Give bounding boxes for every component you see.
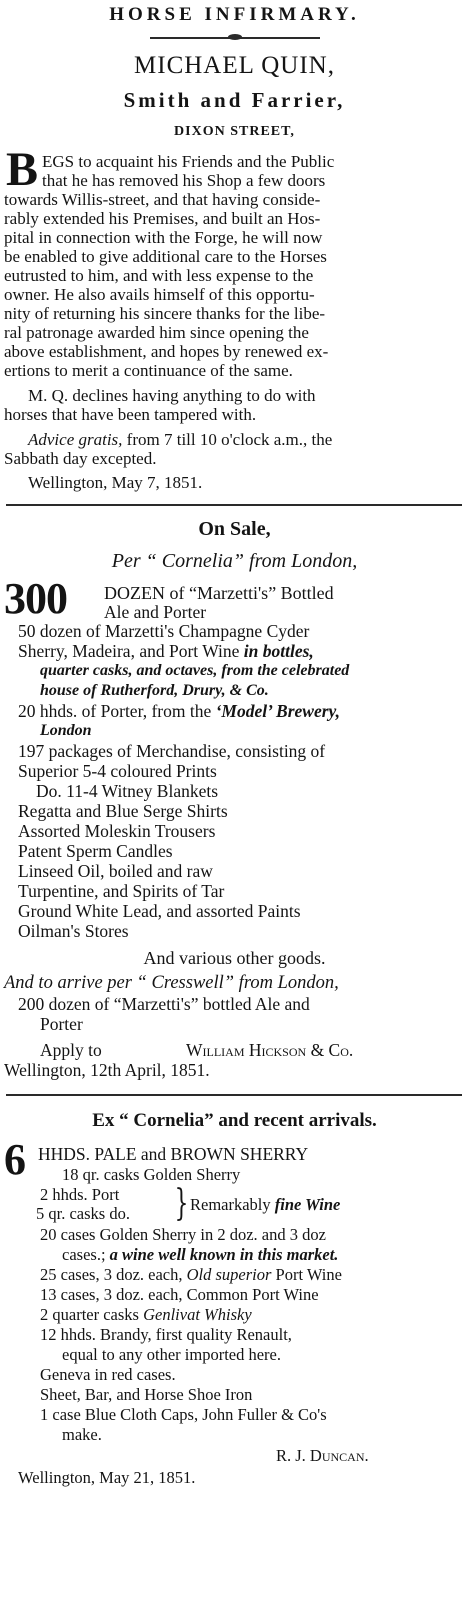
name-michael-quin: MICHAEL QUIN, xyxy=(134,52,335,79)
apply-to: Apply to xyxy=(40,1040,102,1060)
list-item: Turpentine, and Spirits of Tar xyxy=(18,881,225,901)
para1-line: rably extended his Premises, and built an Hos- xyxy=(4,209,321,228)
arrive-line1: 200 dozen of “Marzetti's” bottled Ale and xyxy=(18,994,310,1014)
firm-hickson: William Hickson & Co. xyxy=(186,1040,354,1060)
divider-rule xyxy=(6,504,462,506)
dateline-3: Wellington, May 21, 1851. xyxy=(18,1468,196,1487)
port-line xyxy=(40,1265,342,1285)
street-dixon: DIXON STREET, xyxy=(174,124,295,139)
remark-line xyxy=(190,1195,340,1215)
para1-line: towards Willis-street, and that having conside- xyxy=(4,190,321,209)
sherry-italic-line3: house of Rutherford, Drury, & Co. xyxy=(40,682,269,699)
advice-line2: Sabbath day excepted. xyxy=(4,449,157,468)
remark-text: Remarkably xyxy=(190,1195,271,1214)
line-port-1: 2 hhds. Port xyxy=(40,1185,120,1204)
cases-text: cases.; xyxy=(62,1245,106,1264)
divider-rule xyxy=(6,1094,462,1096)
arrive-line: And to arrive per “ Cresswell” from London, xyxy=(4,973,339,993)
sherry-italic: in bottles, xyxy=(243,641,314,661)
list-item-porter xyxy=(18,701,340,721)
line-port-2: 5 qr. casks do. xyxy=(36,1204,130,1223)
first-line-hhds: HHDS. PALE and BROWN SHERRY xyxy=(38,1144,309,1164)
first-line-dozen: DOZEN of “Marzetti's” Bottled xyxy=(104,583,334,603)
whisky-text: 2 quarter casks xyxy=(40,1305,139,1324)
signature-duncan: R. J. Duncan. xyxy=(276,1446,369,1465)
remark-italic: fine Wine xyxy=(274,1195,341,1214)
advice-rest: from 7 till 10 o'clock a.m., the xyxy=(122,430,333,449)
list-item: 197 packages of Merchandise, consisting of xyxy=(18,741,326,761)
port-rest: Port Wine xyxy=(271,1265,342,1284)
para1-line: eutrusted to him, and with less expense to the xyxy=(4,266,314,285)
dateline-1: Wellington, May 7, 1851. xyxy=(28,473,203,492)
whisky-italic: Genlivat Whisky xyxy=(143,1305,252,1324)
para1-line: ral patronage awarded him since opening the xyxy=(4,323,309,342)
arrive-line2: Porter xyxy=(40,1014,83,1034)
para1-line: above establishment, and hopes by renewed ex- xyxy=(4,342,329,361)
list-item: Do. 11-4 Witney Blankets xyxy=(36,781,219,801)
list-line: Sheet, Bar, and Horse Shoe Iron xyxy=(40,1385,253,1404)
list-line: 12 hhds. Brandy, first quality Renault, xyxy=(40,1325,292,1344)
list-line: 13 cases, 3 doz. each, Common Port Wine xyxy=(40,1285,319,1304)
heading-ex-cornelia: Ex “ Cornelia” and recent arrivals. xyxy=(92,1110,377,1131)
line-golden-sherry: 18 qr. casks Golden Sherry xyxy=(62,1165,241,1184)
brace-icon: } xyxy=(174,1183,189,1224)
para1-line: that he has removed his Shop a few doors xyxy=(42,171,326,190)
various-goods: And various other goods. xyxy=(143,948,326,968)
para1-line: be enabled to give additional care to the Horses xyxy=(4,247,327,266)
ornament-dot xyxy=(228,34,242,40)
porter-italic: ‘Model’ Brewery, xyxy=(215,701,341,721)
list-item: Regatta and Blue Serge Shirts xyxy=(18,801,228,821)
porter-text: 20 hhds. of Porter, from the xyxy=(18,701,212,721)
whisky-line xyxy=(40,1305,252,1325)
list-item: 50 dozen of Marzetti's Champagne Cyder xyxy=(18,621,310,641)
list-line: 1 case Blue Cloth Caps, John Fuller & Co's xyxy=(40,1405,327,1424)
advice-italic: Advice gratis, xyxy=(28,430,123,449)
heading-on-sale: On Sale, xyxy=(198,518,271,540)
first-line-ale: Ale and Porter xyxy=(104,602,207,622)
list-item: Linseed Oil, boiled and raw xyxy=(18,861,213,881)
list-line: equal to any other imported here. xyxy=(62,1345,282,1364)
para1-line: nity of returning his sincere thanks for the libe- xyxy=(4,304,326,323)
port-text: 25 cases, 3 doz. each, xyxy=(40,1265,183,1284)
list-item: Assorted Moleskin Trousers xyxy=(18,821,216,841)
para1-first-line: EGS to acquaint his Friends and the Public xyxy=(42,152,335,171)
list-line: Geneva in red cases. xyxy=(40,1365,176,1384)
para1-line: pital in connection with the Forge, he will now xyxy=(4,228,323,247)
list-item: Patent Sperm Candles xyxy=(18,841,173,861)
list-item: Ground White Lead, and assorted Paints xyxy=(18,901,301,921)
list-item-sherry xyxy=(18,641,314,661)
heading-horse-infirmary: HORSE INFIRMARY. xyxy=(109,4,360,25)
sherry-text: Sherry, Madeira, and Port Wine xyxy=(18,641,240,661)
list-item: Superior 5-4 coloured Prints xyxy=(18,761,217,781)
para1-line: ertions to merit a continuance of the same. xyxy=(4,361,293,380)
porter-italic-line2: London xyxy=(40,722,92,739)
para2-line: M. Q. declines having anything to do with xyxy=(28,386,316,405)
trade-smith-farrier: Smith and Farrier, xyxy=(123,88,346,112)
cases-line xyxy=(62,1245,338,1265)
advice-line xyxy=(28,430,332,449)
dropcap-6: 6 xyxy=(4,1135,26,1184)
sherry-italic-line2: quarter casks, and octaves, from the celebrated xyxy=(40,662,350,679)
dropcap-b: B xyxy=(6,143,39,196)
dateline-2: Wellington, 12th April, 1851. xyxy=(4,1060,210,1080)
list-line: 20 cases Golden Sherry in 2 doz. and 3 doz xyxy=(40,1225,326,1244)
port-italic: Old superior xyxy=(186,1265,272,1284)
per-cornelia-line: Per “ Cornelia” from London, xyxy=(111,550,358,572)
cases-italic: a wine well known in this market. xyxy=(109,1245,339,1264)
list-item: Oilman's Stores xyxy=(18,921,129,941)
list-line: make. xyxy=(62,1425,102,1444)
para1-line: owner. He also avails himself of this opportu- xyxy=(4,285,315,304)
para2-line: horses that have been tampered with. xyxy=(4,405,257,424)
big-number-300: 300 xyxy=(4,574,67,623)
